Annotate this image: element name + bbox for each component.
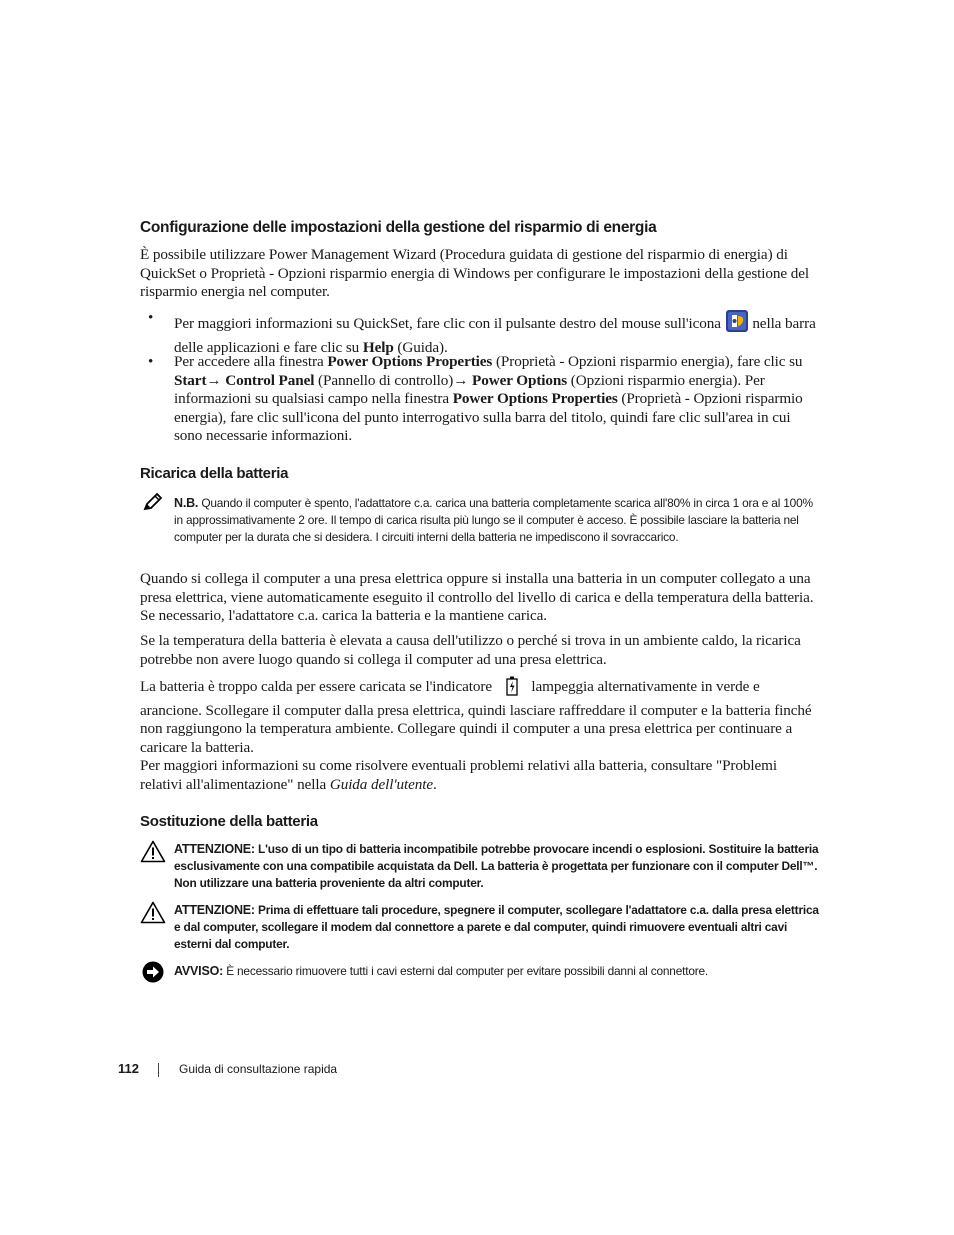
footer-divider xyxy=(158,1063,159,1077)
user-guide-reference: Guida dell'utente xyxy=(329,775,434,793)
caution-triangle-icon xyxy=(140,840,166,868)
caution-power-off: ATTENZIONE: Prima di effettuare tali procedure, spegnere il computer, scollegare l'adattatore c.a. dalla presa elettrica e dal computer, scollegare il modem dal connettore a parete e dal computer, quindi rimuovere eventuali altri cavi esterni dal computer. xyxy=(174,903,819,951)
note-charging-time: N.B. Quando il computer è spento, l'adattatore c.a. carica una batteria completamente scarica all'80% in circa 1 ora e al 100% in approssimativamente 2 ore. Il tempo di carica risulta più lungo se il computer è acceso. È possibile lasciare la batteria nel computer per la durata che si desidera. I circuiti interni della batteria ne impediscono il sovraccarico. xyxy=(174,496,813,544)
charging-paragraph-3: La batteria è troppo calda per essere caricata se l'indicatore lampeggia alternativamente in verde e arancione. Scollegare il computer dalla presa elettrica, quindi lasciare raffreddare il computer e la batteria finché non raggiungono la temperatura ambiente. Collegare quindi il computer a una presa elettrica per continuare a caricare la batteria. xyxy=(140,678,812,756)
bullet-dot: • xyxy=(148,353,154,370)
footer-title: Guida di consultazione rapida xyxy=(179,1062,338,1076)
section-heading-charging: Ricarica della batteria xyxy=(140,465,289,482)
bullet-dot: • xyxy=(148,309,154,326)
battery-status-icon xyxy=(506,676,518,702)
caution-incompatible-battery: ATTENZIONE: L'uso di un tipo di batteria incompatibile potrebbe provocare incendi o esplosioni. Sostituire la batteria esclusivamente con una compatibile acquistata da Dell. La batteria è progettata per funzionare con il computer Dell™. Non utilizzare una batteria proveniente da altri computer. xyxy=(174,842,819,890)
quickset-icon xyxy=(725,309,749,339)
charging-paragraph-4: Per maggiori informazioni su come risolvere eventuali problemi relativi alla batteria, consultare "Problemi relativi all'alimentazione" nella Guida dell'utente. xyxy=(140,757,777,793)
notice-remove-cables: AVVISO: È necessario rimuovere tutti i cavi esterni dal computer per evitare possibili danni al connettore. xyxy=(174,964,709,978)
notice-arrow-icon xyxy=(142,961,164,988)
charging-paragraph-1: Quando si collega il computer a una presa elettrica oppure si installa una batteria in un computer collegato a una presa elettrica, viene automaticamente eseguito il controllo del livello di carica e della temperatura della batteria. Se necessario, l'adattatore c.a. carica la batteria e la mantiene carica. xyxy=(140,570,814,625)
power-intro-paragraph: È possibile utilizzare Power Management Wizard (Procedura guidata di gestione del risparmio di energia) di QuickSet o Proprietà - Opzioni risparmio energia di Windows per configurare le impostazioni della gestione del risparmio energia nel computer. xyxy=(140,246,809,301)
page-number: 112 xyxy=(118,1061,139,1076)
note-pencil-icon xyxy=(142,492,164,517)
section-heading-replace: Sostituzione della batteria xyxy=(140,813,318,830)
charging-paragraph-2: Se la temperatura della batteria è elevata a causa dell'utilizzo o perché si trova in un ambiente caldo, la ricarica potrebbe non avere luogo quando si collega il computer ad una presa elettrica. xyxy=(140,632,801,668)
section-heading-power-management: Configurazione delle impostazioni della gestione del risparmio di energia xyxy=(140,219,657,236)
caution-triangle-icon xyxy=(140,901,166,929)
